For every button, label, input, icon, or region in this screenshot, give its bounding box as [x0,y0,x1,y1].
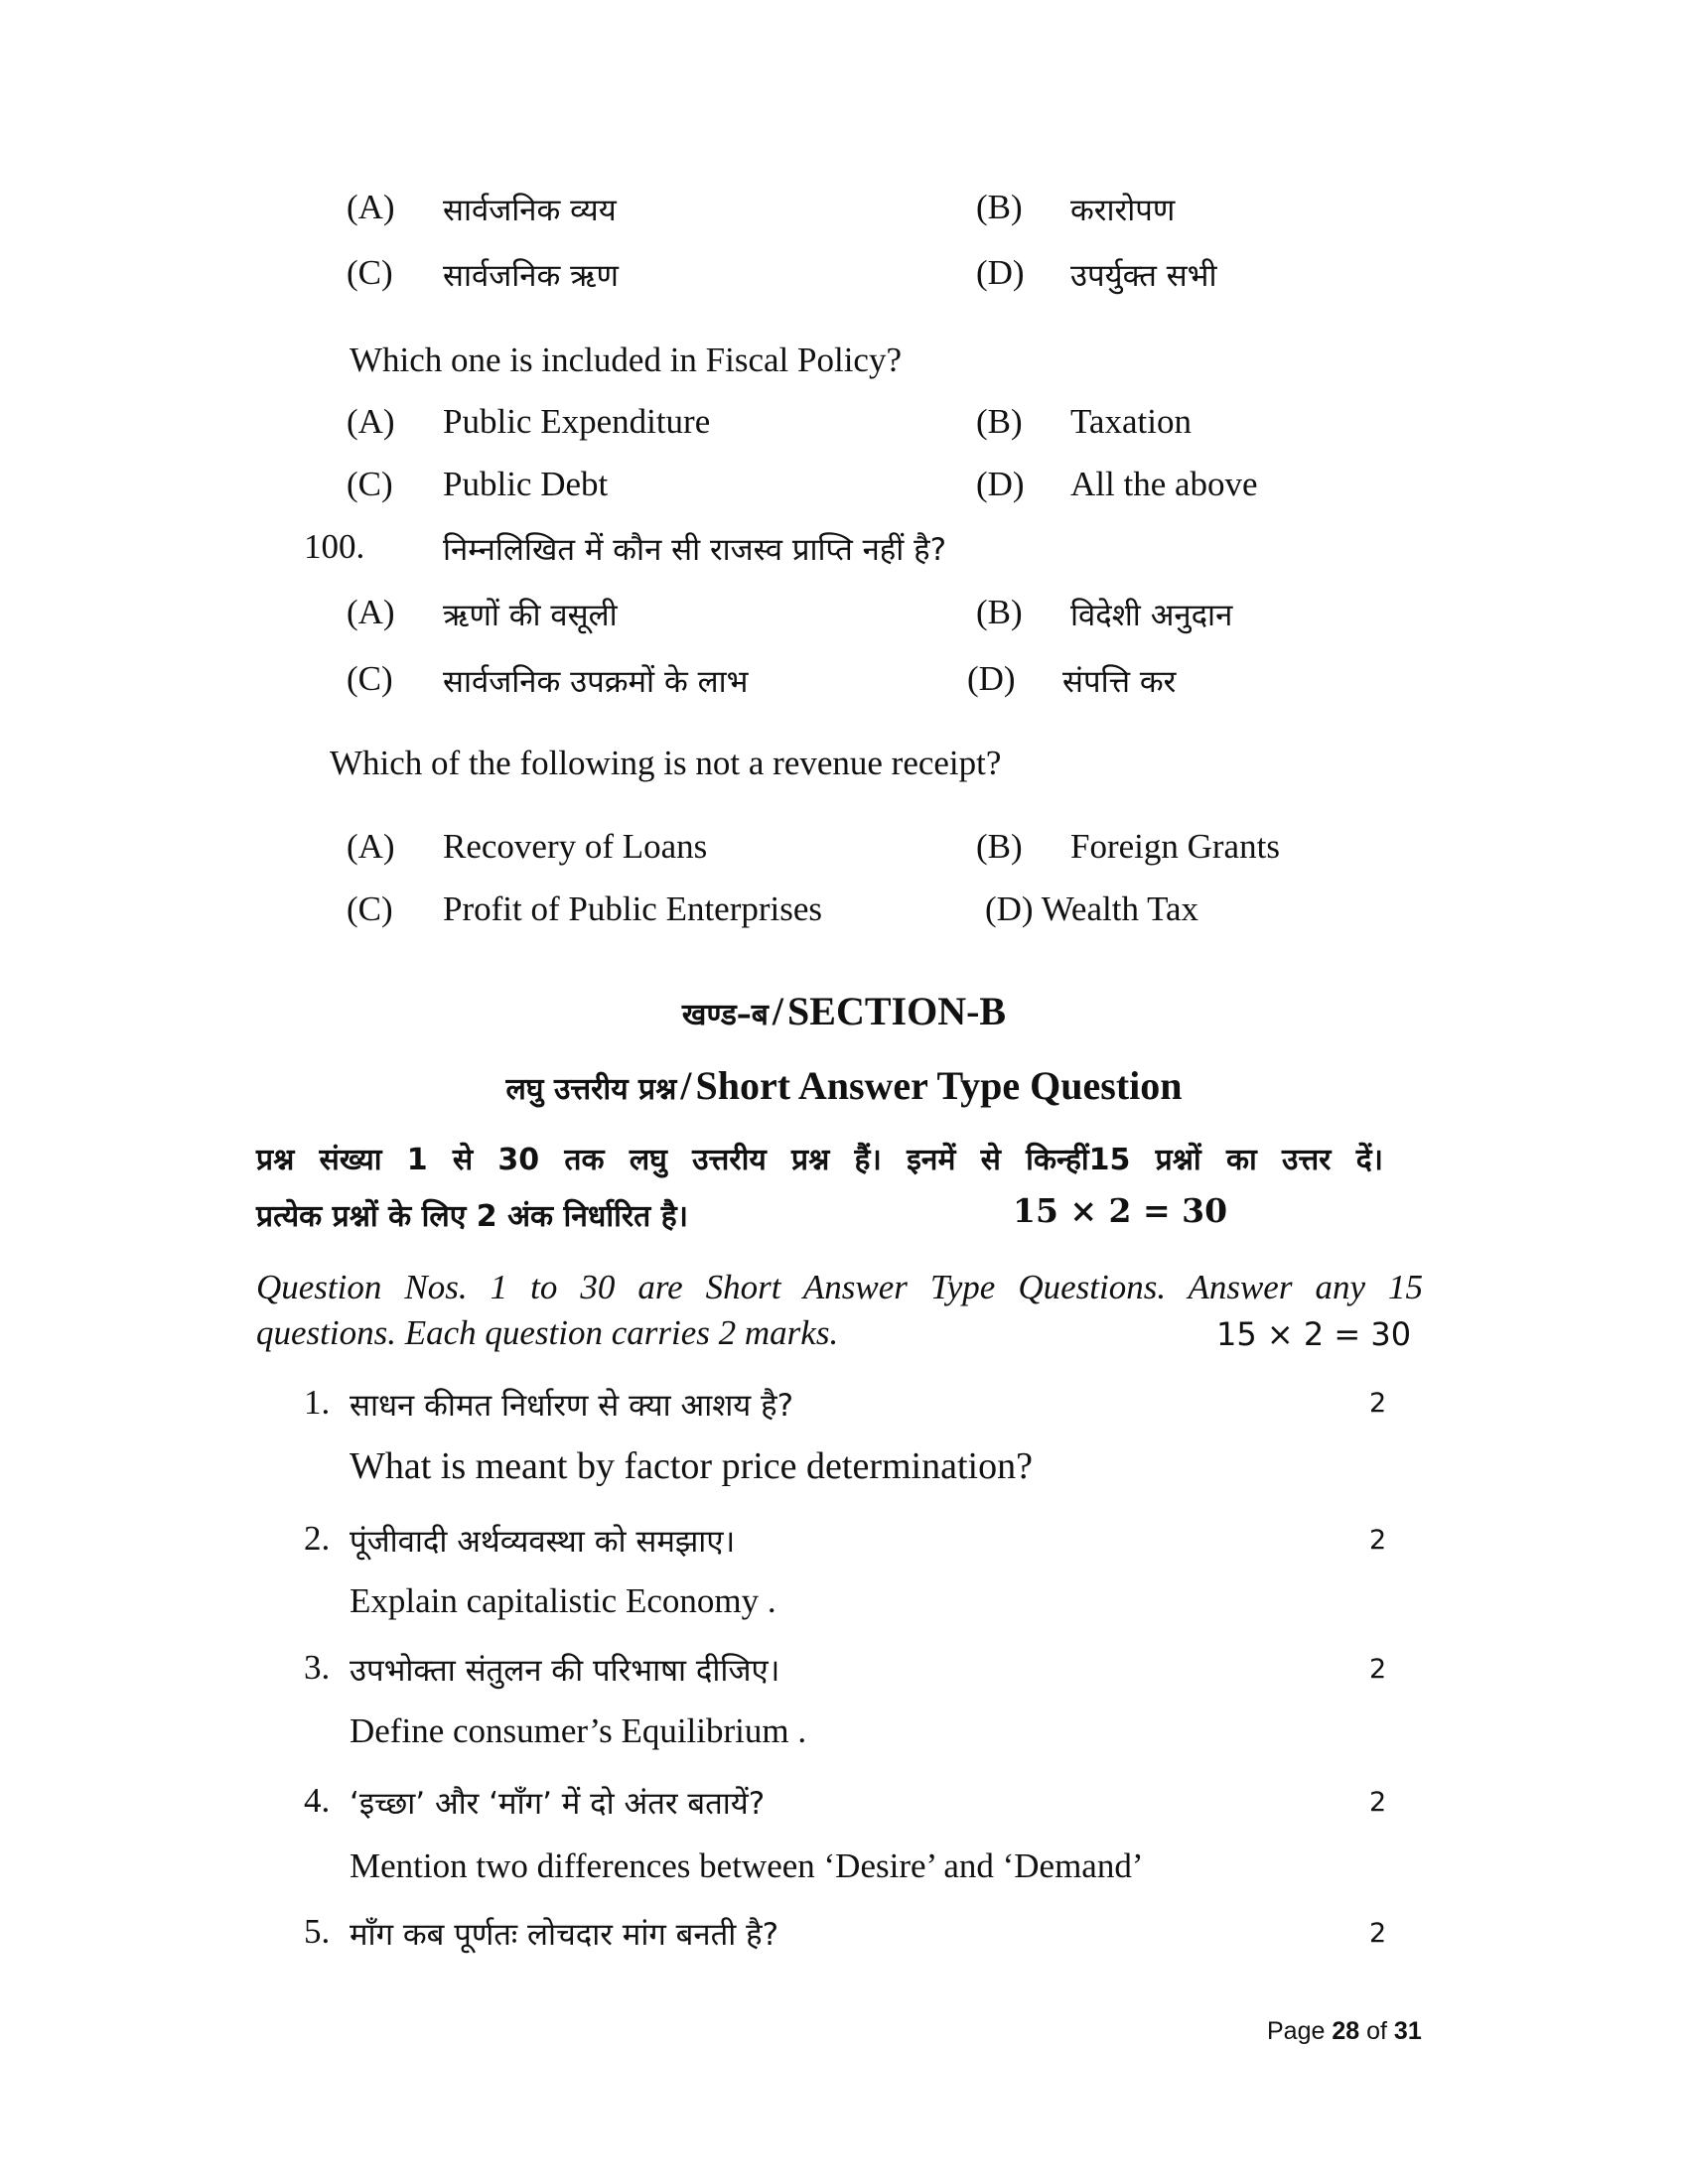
question-marks: 2 [1369,1787,1387,1818]
option-key: (B) [976,402,1023,441]
question-number: 1. [304,1383,331,1422]
question-number: 100. [304,527,365,566]
instruction-marks-english: 15 × 2 = 30 [1216,1315,1412,1353]
question-text-hindi: उपभोक्ता संतुलन की परिभाषा दीजिए। [350,1653,780,1689]
section-title-separator: / [772,989,784,1033]
page-number [1267,2017,1422,2046]
question-text-hindi: निम्नलिखित में कौन सी राजस्व प्राप्ति नहीं है? [443,532,947,568]
question-text-english: Define consumer’s Equilibrium . [350,1711,807,1750]
option-key: (D) [976,465,1025,503]
option-key: (A) [347,827,395,866]
option-text: सार्वजनिक उपक्रमों के लाभ [443,664,749,700]
question-text-hindi: माँग कब पूर्णतः लोचदार मांग बनती है? [350,1917,779,1953]
option-key: (A) [347,188,395,226]
question-text-english: Mention two differences between ‘Desire’ and ‘Demand’ [350,1846,1144,1885]
instruction-english-line2: questions. Each question carries 2 marks. [256,1313,839,1352]
option-text: विदेशी अनुदान [1070,598,1233,633]
option-text: Public Debt [443,465,609,503]
of-word: of [1366,2017,1387,2045]
option-text: All the above [1070,465,1258,503]
question-number: 3. [304,1648,331,1687]
option-key: (A) [347,593,395,631]
option-key: (C) [347,889,393,928]
question-text-hindi: पूंजीवादी अर्थव्यवस्था को समझाए। [350,1524,736,1560]
section-subtitle [0,1062,1688,1109]
question-marks: 2 [1369,1525,1387,1556]
question-marks: 2 [1369,1654,1387,1685]
option-key: (D) [976,253,1025,292]
option-text: Profit of Public Enterprises [443,889,823,928]
option-text: करारोपण [1070,193,1176,228]
option-text: Recovery of Loans [443,827,708,866]
option-text: सार्वजनिक व्यय [443,193,617,228]
option-key: (B) [976,593,1023,631]
option-key: (C) [347,659,393,698]
option-text: Public Expenditure [443,402,711,441]
current-page: 28 [1332,2017,1360,2045]
section-subtitle-separator: / [680,1063,692,1108]
option-text: ऋणों की वसूली [443,598,618,633]
option-text: Taxation [1070,402,1192,441]
section-subtitle-english: Short Answer Type Question [695,1063,1183,1108]
question-text-english: What is meant by factor price determination? [350,1445,1033,1487]
question-text-hindi: साधन कीमत निर्धारण से क्या आशय है? [350,1388,794,1424]
section-title-hindi: खण्ड–ब [681,998,769,1032]
option-key: (A) [347,402,395,441]
question-marks: 2 [1369,1388,1387,1419]
question-text-english: Which of the following is not a revenue receipt? [330,744,1002,782]
option-text: Foreign Grants [1070,827,1280,866]
option-key: (B) [976,188,1023,226]
instruction-hindi-line1: प्रश्न संख्या 1 से 30 तक लघु उत्तरीय प्रश्न हैं। इनमें से किन्हीं15 प्रश्नों का उत्तर दें। [256,1143,1383,1177]
option-text: उपर्युक्त सभी [1070,258,1217,294]
question-text-hindi: ‘इच्छा’ और ‘माँग’ में दो अंतर बतायें? [350,1786,766,1822]
instruction-english-line1: Question Nos. 1 to 30 are Short Answer Type Questions. Answer any 15 [256,1268,1423,1306]
option-key: (D) [967,659,1016,698]
section-subtitle-hindi: लघु उत्तरीय प्रश्न [505,1072,677,1107]
option-key: (C) [347,465,393,503]
section-title-english: SECTION-B [787,989,1007,1033]
question-text-english: Explain capitalistic Economy . [350,1581,776,1620]
instruction-hindi-line2: प्रत्येक प्रश्नों के लिए 2 अंक निर्धारित है। [256,1199,689,1234]
question-number: 4. [304,1781,331,1820]
option-text: (D) Wealth Tax [985,889,1199,928]
question-marks: 2 [1369,1918,1387,1949]
section-title [0,988,1688,1034]
question-number: 2. [304,1519,331,1558]
option-key: (B) [976,827,1023,866]
question-number: 5. [304,1912,331,1951]
option-text: संपत्ति कर [1062,664,1177,700]
option-text: सार्वजनिक ऋण [443,258,619,294]
instruction-marks-hindi: 15 × 2 = 30 [1013,1191,1228,1230]
page-word: Page [1267,2017,1326,2045]
question-text: Which one is included in Fiscal Policy? [350,341,903,379]
total-pages: 31 [1393,2017,1422,2045]
option-key: (C) [347,253,393,292]
